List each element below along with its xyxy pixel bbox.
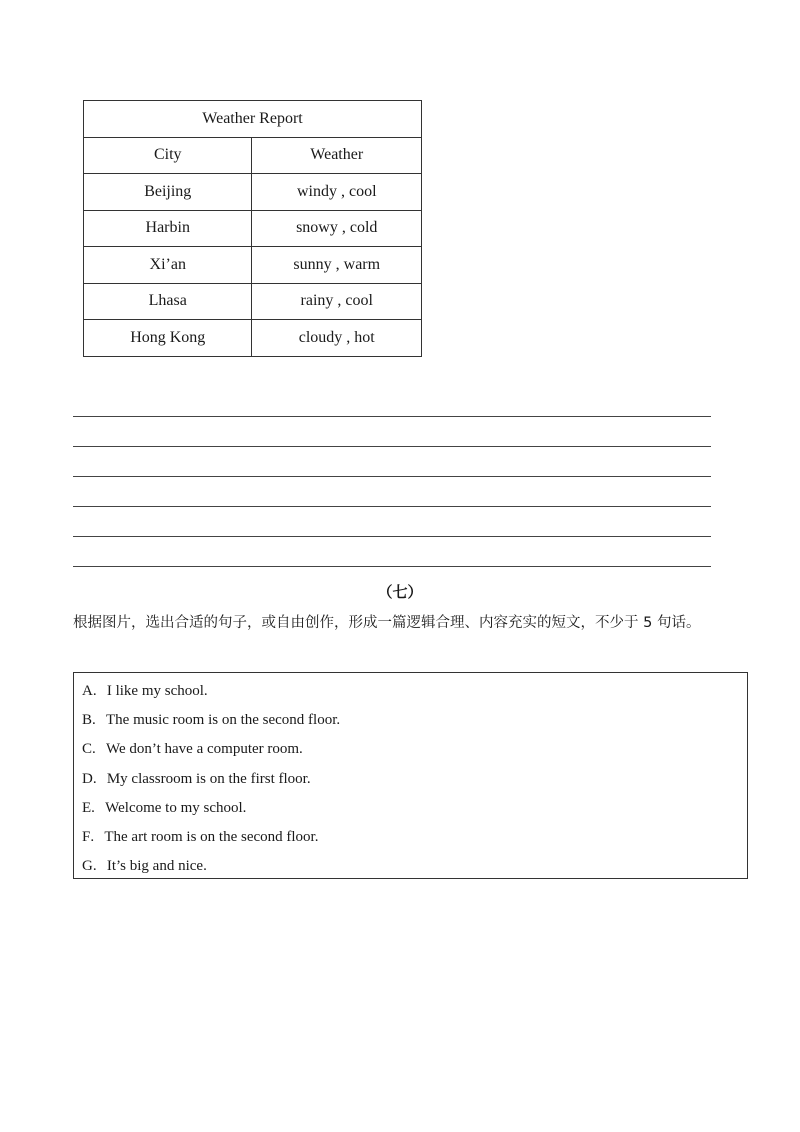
writing-line[interactable] bbox=[73, 416, 711, 446]
weather-cell: cloudy , hot bbox=[252, 320, 422, 357]
option-item: C. We don’t have a computer room. bbox=[74, 735, 747, 764]
city-cell: Harbin bbox=[84, 210, 252, 247]
option-text: The music room is on the second floor. bbox=[106, 712, 341, 729]
option-text: The art room is on the second floor. bbox=[104, 828, 319, 845]
option-item: B. The music room is on the second floor. bbox=[74, 706, 747, 735]
table-row bbox=[84, 174, 422, 211]
header-city: City bbox=[84, 137, 252, 174]
city-cell: Beijing bbox=[84, 174, 252, 211]
option-text: We don’t have a computer room. bbox=[106, 741, 303, 758]
option-letter: D bbox=[82, 770, 93, 787]
table-row bbox=[84, 283, 422, 320]
option-letter: F bbox=[82, 828, 91, 845]
table-row bbox=[84, 320, 422, 357]
option-letter: C bbox=[82, 741, 93, 758]
option-item: G. It’s big and nice. bbox=[74, 852, 747, 881]
table-row bbox=[84, 210, 422, 247]
header-weather: Weather bbox=[252, 137, 422, 174]
table-row bbox=[84, 247, 422, 284]
city-cell: Hong Kong bbox=[84, 320, 252, 357]
writing-line[interactable] bbox=[73, 566, 711, 567]
writing-line[interactable] bbox=[73, 476, 711, 506]
table-header-row bbox=[84, 137, 422, 174]
options-box bbox=[73, 672, 748, 879]
writing-line[interactable] bbox=[73, 536, 711, 566]
option-item: A. I like my school. bbox=[74, 677, 747, 706]
table-title-row bbox=[84, 101, 422, 138]
weather-report-table bbox=[83, 100, 422, 357]
option-letter: A bbox=[82, 683, 93, 699]
option-text: I like my school. bbox=[106, 683, 208, 699]
writing-area[interactable] bbox=[73, 416, 711, 567]
writing-line[interactable] bbox=[73, 506, 711, 536]
option-letter: G bbox=[82, 858, 93, 875]
weather-cell: rainy , cool bbox=[252, 283, 422, 320]
weather-cell: windy , cool bbox=[252, 174, 422, 211]
writing-line[interactable] bbox=[73, 446, 711, 476]
option-letter: E bbox=[82, 799, 92, 816]
weather-cell: sunny , warm bbox=[252, 247, 422, 284]
option-item: E. Welcome to my school. bbox=[74, 794, 747, 823]
option-letter: B bbox=[82, 712, 93, 729]
option-item: F. The art room is on the second floor. bbox=[74, 823, 747, 852]
section-instructions: 根据图片，选出合适的句子，或自由创作，形成一篇逻辑合理、内容充实的短文，不少于 5 句话。 bbox=[73, 615, 701, 631]
option-item: D. My classroom is on the first floor. bbox=[74, 765, 747, 794]
section-heading: （七） bbox=[377, 583, 423, 601]
city-cell: Lhasa bbox=[84, 283, 252, 320]
option-text: It’s big and nice. bbox=[106, 858, 207, 875]
option-text: My classroom is on the first floor. bbox=[106, 770, 311, 787]
city-cell: Xi’an bbox=[84, 247, 252, 284]
table-title: Weather Report bbox=[84, 101, 422, 138]
weather-cell: snowy , cold bbox=[252, 210, 422, 247]
option-text: Welcome to my school. bbox=[105, 799, 247, 816]
